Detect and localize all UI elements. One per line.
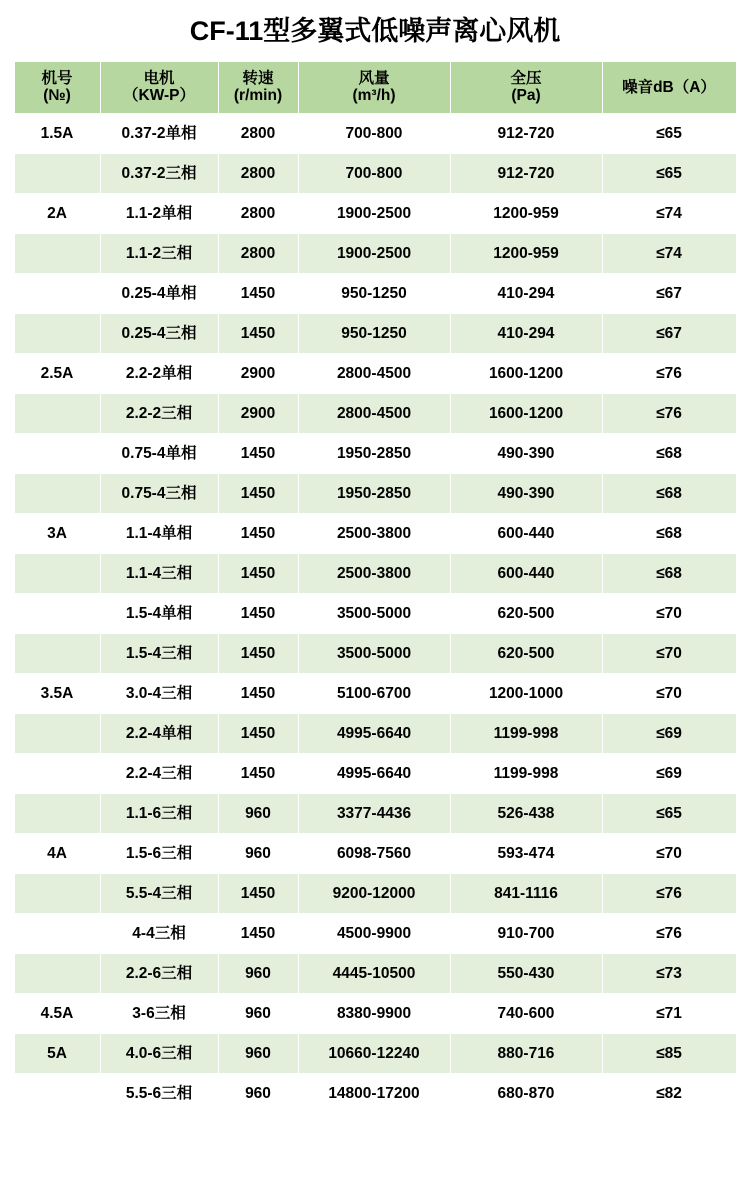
cell-model: 4.5A xyxy=(14,993,100,1033)
cell-pressure: 526-438 xyxy=(450,793,602,833)
cell-model: 2.5A xyxy=(14,353,100,393)
cell-model xyxy=(14,873,100,913)
cell-speed: 2900 xyxy=(218,353,298,393)
cell-noise: ≤70 xyxy=(602,633,736,673)
cell-speed: 960 xyxy=(218,833,298,873)
cell-airflow: 1950-2850 xyxy=(298,473,450,513)
cell-noise: ≤67 xyxy=(602,273,736,313)
page-title: CF-11型多翼式低噪声离心风机 xyxy=(189,16,561,46)
cell-pressure: 1200-1000 xyxy=(450,673,602,713)
cell-pressure: 1600-1200 xyxy=(450,393,602,433)
table-row xyxy=(14,553,736,593)
cell-model: 4A xyxy=(14,833,100,873)
cell-pressure: 593-474 xyxy=(450,833,602,873)
cell-motor: 1.1-2单相 xyxy=(100,193,218,233)
cell-motor: 1.1-6三相 xyxy=(100,793,218,833)
table-row xyxy=(14,113,736,153)
cell-airflow: 3500-5000 xyxy=(298,633,450,673)
cell-model: 3A xyxy=(14,513,100,553)
table-row xyxy=(14,593,736,633)
cell-airflow: 2500-3800 xyxy=(298,553,450,593)
cell-airflow: 4995-6640 xyxy=(298,753,450,793)
cell-noise: ≤68 xyxy=(602,513,736,553)
cell-motor: 2.2-2单相 xyxy=(100,353,218,393)
cell-motor: 1.5-4三相 xyxy=(100,633,218,673)
cell-speed: 1450 xyxy=(218,593,298,633)
cell-speed: 2800 xyxy=(218,193,298,233)
cell-model xyxy=(14,153,100,193)
cell-noise: ≤65 xyxy=(602,153,736,193)
cell-pressure: 600-440 xyxy=(450,513,602,553)
cell-motor: 1.5-6三相 xyxy=(100,833,218,873)
cell-motor: 1.1-2三相 xyxy=(100,233,218,273)
table-row xyxy=(14,313,736,353)
fan-specification-table xyxy=(14,61,737,1114)
table-row xyxy=(14,673,736,713)
cell-airflow: 5100-6700 xyxy=(298,673,450,713)
cell-airflow: 700-800 xyxy=(298,153,450,193)
table-body xyxy=(14,113,736,1113)
cell-pressure: 841-1116 xyxy=(450,873,602,913)
cell-airflow: 3500-5000 xyxy=(298,593,450,633)
cell-noise: ≤74 xyxy=(602,193,736,233)
cell-noise: ≤68 xyxy=(602,473,736,513)
cell-airflow: 9200-12000 xyxy=(298,873,450,913)
cell-model xyxy=(14,1073,100,1113)
cell-model xyxy=(14,393,100,433)
cell-model xyxy=(14,553,100,593)
cell-speed: 960 xyxy=(218,793,298,833)
cell-model xyxy=(14,313,100,353)
cell-speed: 1450 xyxy=(218,633,298,673)
table-row xyxy=(14,753,736,793)
table-row xyxy=(14,713,736,753)
cell-noise: ≤68 xyxy=(602,433,736,473)
cell-model xyxy=(14,473,100,513)
cell-pressure: 910-700 xyxy=(450,913,602,953)
cell-pressure: 1200-959 xyxy=(450,233,602,273)
cell-model xyxy=(14,433,100,473)
cell-pressure: 620-500 xyxy=(450,593,602,633)
cell-noise: ≤74 xyxy=(602,233,736,273)
cell-speed: 960 xyxy=(218,953,298,993)
cell-noise: ≤76 xyxy=(602,873,736,913)
cell-model xyxy=(14,593,100,633)
cell-speed: 1450 xyxy=(218,473,298,513)
cell-motor: 2.2-2三相 xyxy=(100,393,218,433)
cell-noise: ≤76 xyxy=(602,353,736,393)
table-row xyxy=(14,193,736,233)
table-row xyxy=(14,353,736,393)
cell-model: 1.5A xyxy=(14,113,100,153)
table-row xyxy=(14,873,736,913)
cell-noise: ≤76 xyxy=(602,393,736,433)
table-row xyxy=(14,1033,736,1073)
cell-motor: 3.0-4三相 xyxy=(100,673,218,713)
cell-motor: 2.2-4三相 xyxy=(100,753,218,793)
cell-speed: 2800 xyxy=(218,233,298,273)
cell-model xyxy=(14,233,100,273)
cell-airflow: 950-1250 xyxy=(298,313,450,353)
cell-pressure: 680-870 xyxy=(450,1073,602,1113)
cell-noise: ≤69 xyxy=(602,713,736,753)
column-header-motor: 电机 （KW-P） xyxy=(100,61,218,113)
cell-noise: ≤70 xyxy=(602,673,736,713)
table-row xyxy=(14,1073,736,1113)
cell-pressure: 912-720 xyxy=(450,113,602,153)
cell-speed: 2800 xyxy=(218,153,298,193)
table-row xyxy=(14,633,736,673)
cell-airflow: 1900-2500 xyxy=(298,193,450,233)
table-row xyxy=(14,473,736,513)
cell-speed: 1450 xyxy=(218,433,298,473)
cell-motor: 4-4三相 xyxy=(100,913,218,953)
cell-noise: ≤70 xyxy=(602,833,736,873)
cell-model: 5A xyxy=(14,1033,100,1073)
cell-pressure: 740-600 xyxy=(450,993,602,1033)
cell-model xyxy=(14,753,100,793)
cell-pressure: 620-500 xyxy=(450,633,602,673)
cell-model xyxy=(14,633,100,673)
cell-motor: 5.5-4三相 xyxy=(100,873,218,913)
table-row xyxy=(14,233,736,273)
cell-airflow: 4995-6640 xyxy=(298,713,450,753)
cell-airflow: 4445-10500 xyxy=(298,953,450,993)
cell-motor: 0.37-2单相 xyxy=(100,113,218,153)
column-header-model: 机号 (№) xyxy=(14,61,100,113)
cell-speed: 960 xyxy=(218,1033,298,1073)
cell-speed: 1450 xyxy=(218,313,298,353)
cell-pressure: 410-294 xyxy=(450,313,602,353)
cell-airflow: 3377-4436 xyxy=(298,793,450,833)
cell-airflow: 2800-4500 xyxy=(298,353,450,393)
table-header-row xyxy=(14,61,736,113)
cell-model: 3.5A xyxy=(14,673,100,713)
cell-airflow: 6098-7560 xyxy=(298,833,450,873)
cell-speed: 2800 xyxy=(218,113,298,153)
table-row xyxy=(14,913,736,953)
cell-pressure: 550-430 xyxy=(450,953,602,993)
cell-airflow: 14800-17200 xyxy=(298,1073,450,1113)
cell-speed: 1450 xyxy=(218,673,298,713)
cell-pressure: 880-716 xyxy=(450,1033,602,1073)
cell-noise: ≤76 xyxy=(602,913,736,953)
cell-speed: 1450 xyxy=(218,753,298,793)
cell-motor: 3-6三相 xyxy=(100,993,218,1033)
cell-motor: 0.75-4三相 xyxy=(100,473,218,513)
cell-model xyxy=(14,913,100,953)
cell-noise: ≤65 xyxy=(602,113,736,153)
table-header xyxy=(14,61,736,113)
cell-pressure: 600-440 xyxy=(450,553,602,593)
column-header-pressure: 全压 (Pa) xyxy=(450,61,602,113)
cell-speed: 1450 xyxy=(218,873,298,913)
cell-motor: 0.37-2三相 xyxy=(100,153,218,193)
cell-model: 2A xyxy=(14,193,100,233)
cell-airflow: 4500-9900 xyxy=(298,913,450,953)
cell-airflow: 950-1250 xyxy=(298,273,450,313)
cell-pressure: 1600-1200 xyxy=(450,353,602,393)
cell-pressure: 912-720 xyxy=(450,153,602,193)
cell-motor: 1.1-4单相 xyxy=(100,513,218,553)
cell-noise: ≤68 xyxy=(602,553,736,593)
cell-pressure: 1200-959 xyxy=(450,193,602,233)
cell-speed: 1450 xyxy=(218,273,298,313)
cell-airflow: 8380-9900 xyxy=(298,993,450,1033)
table-row xyxy=(14,433,736,473)
cell-motor: 0.25-4三相 xyxy=(100,313,218,353)
cell-model xyxy=(14,953,100,993)
cell-motor: 4.0-6三相 xyxy=(100,1033,218,1073)
table-row xyxy=(14,993,736,1033)
cell-motor: 0.75-4单相 xyxy=(100,433,218,473)
cell-speed: 960 xyxy=(218,993,298,1033)
cell-pressure: 490-390 xyxy=(450,473,602,513)
cell-motor: 1.1-4三相 xyxy=(100,553,218,593)
table-row xyxy=(14,153,736,193)
table-row xyxy=(14,513,736,553)
cell-noise: ≤69 xyxy=(602,753,736,793)
cell-speed: 1450 xyxy=(218,913,298,953)
cell-airflow: 1950-2850 xyxy=(298,433,450,473)
column-header-airflow: 风量 (m³/h) xyxy=(298,61,450,113)
cell-noise: ≤73 xyxy=(602,953,736,993)
table-row xyxy=(14,273,736,313)
cell-motor: 1.5-4单相 xyxy=(100,593,218,633)
cell-motor: 5.5-6三相 xyxy=(100,1073,218,1113)
cell-pressure: 1199-998 xyxy=(450,713,602,753)
cell-pressure: 1199-998 xyxy=(450,753,602,793)
cell-airflow: 10660-12240 xyxy=(298,1033,450,1073)
cell-model xyxy=(14,713,100,753)
cell-noise: ≤71 xyxy=(602,993,736,1033)
cell-noise: ≤65 xyxy=(602,793,736,833)
cell-speed: 960 xyxy=(218,1073,298,1113)
cell-speed: 1450 xyxy=(218,513,298,553)
cell-model xyxy=(14,273,100,313)
cell-motor: 2.2-4单相 xyxy=(100,713,218,753)
cell-airflow: 2500-3800 xyxy=(298,513,450,553)
cell-noise: ≤85 xyxy=(602,1033,736,1073)
cell-noise: ≤82 xyxy=(602,1073,736,1113)
table-row xyxy=(14,793,736,833)
cell-airflow: 2800-4500 xyxy=(298,393,450,433)
cell-model xyxy=(14,793,100,833)
cell-speed: 1450 xyxy=(218,713,298,753)
table-row xyxy=(14,393,736,433)
cell-speed: 1450 xyxy=(218,553,298,593)
cell-motor: 0.25-4单相 xyxy=(100,273,218,313)
column-header-noise: 噪音dB（A） xyxy=(602,61,736,113)
cell-airflow: 700-800 xyxy=(298,113,450,153)
cell-airflow: 1900-2500 xyxy=(298,233,450,273)
column-header-speed: 转速 (r/min) xyxy=(218,61,298,113)
cell-pressure: 410-294 xyxy=(450,273,602,313)
table-row xyxy=(14,833,736,873)
cell-pressure: 490-390 xyxy=(450,433,602,473)
cell-motor: 2.2-6三相 xyxy=(100,953,218,993)
table-row xyxy=(14,953,736,993)
cell-noise: ≤67 xyxy=(602,313,736,353)
cell-noise: ≤70 xyxy=(602,593,736,633)
cell-speed: 2900 xyxy=(218,393,298,433)
